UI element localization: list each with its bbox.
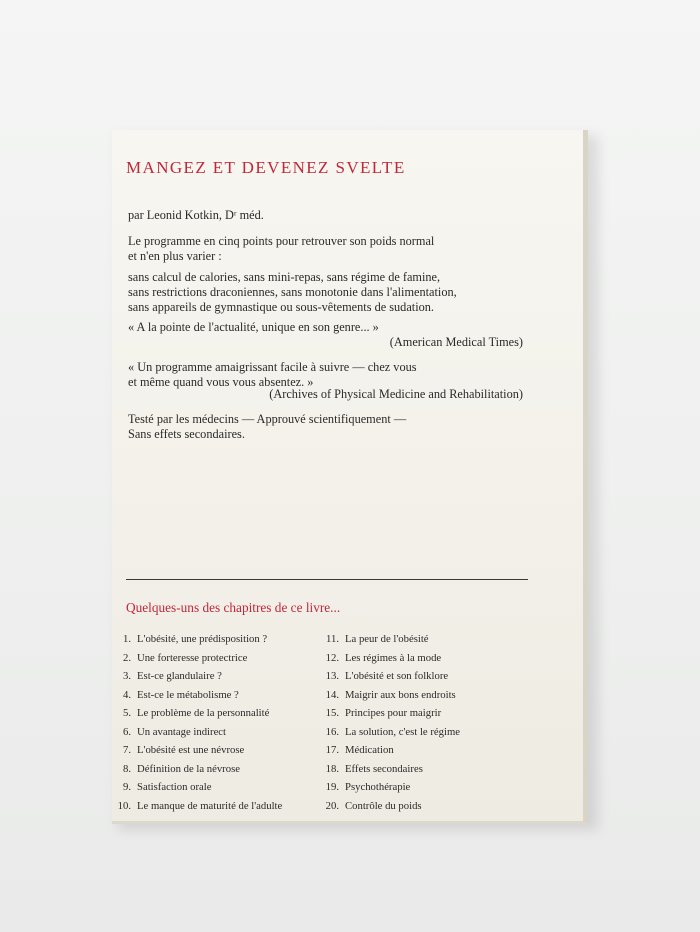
intro-line-2: et n'en plus varier :: [128, 249, 222, 263]
chapter-number: 3.: [122, 670, 131, 682]
tested-line-1: Testé par les médecins — Approuvé scientifiquement —: [128, 412, 407, 426]
chapter-item: [320, 667, 460, 686]
chapter-item: [320, 686, 460, 705]
chapter-number: 19.: [325, 781, 339, 793]
chapter-number: 4.: [122, 688, 131, 701]
chapter-number: 5.: [122, 707, 131, 719]
chapter-title: Une forteresse protectrice: [137, 651, 248, 664]
chapter-title: Principes pour maigrir: [345, 707, 442, 719]
chapter-item: [112, 778, 282, 797]
chapter-item: [320, 741, 460, 760]
chapter-title: Le problème de la personnalité: [137, 707, 270, 719]
chapter-item: [320, 704, 460, 723]
chapter-number: 20.: [325, 799, 339, 812]
chapter-title: La solution, c'est le régime: [345, 725, 461, 738]
chapter-number: 11.: [326, 633, 339, 645]
chapter-title: Contrôle du poids: [345, 799, 422, 812]
chapter-title: Est-ce le métabolisme ?: [137, 688, 239, 701]
chapter-title: Maigrir aux bons endroits: [345, 688, 456, 701]
chapters-heading: Quelques-uns des chapitres de ce livre...: [126, 600, 341, 615]
divider-rule: [126, 579, 528, 580]
chapter-number: 7.: [122, 744, 131, 756]
features-line-1: sans calcul de calories, sans mini-repas, sans régime de famine,: [128, 270, 441, 284]
chapter-item: [112, 630, 282, 649]
chapter-number: 15.: [325, 707, 339, 719]
chapter-title: Psychothérapie: [345, 781, 411, 793]
chapter-item: [112, 741, 282, 760]
book-title: MANGEZ ET DEVENEZ SVELTE: [126, 158, 406, 177]
chapter-number: 17.: [325, 744, 339, 756]
chapter-item: [320, 778, 460, 797]
chapter-item: [112, 723, 282, 742]
chapter-number: 10.: [117, 799, 131, 812]
tested-line-2: Sans effets secondaires.: [128, 427, 245, 441]
chapter-number: 13.: [325, 670, 339, 682]
book-back-cover: [112, 130, 588, 824]
chapter-title: L'obésité et son folklore: [345, 670, 449, 682]
features-line-3: sans appareils de gymnastique ou sous-vêtements de sudation.: [128, 300, 434, 314]
chapter-title: Médication: [345, 744, 394, 756]
chapter-title: L'obésité est une névrose: [137, 744, 245, 756]
chapter-number: 16.: [325, 725, 339, 738]
chapter-title: L'obésité, une prédisposition ?: [137, 633, 268, 645]
chapter-number: 8.: [122, 762, 131, 775]
intro-line-1: Le programme en cinq points pour retrouver son poids normal: [128, 234, 435, 248]
quote-2-source: (Archives of Physical Medicine and Rehabilitation): [269, 387, 523, 401]
chapter-title: Un avantage indirect: [137, 725, 227, 738]
chapter-item: [112, 704, 282, 723]
chapter-item: [320, 723, 460, 742]
quote-1-text: « A la pointe de l'actualité, unique en son genre... »: [128, 320, 379, 334]
chapter-item: [112, 649, 282, 668]
chapter-title: La peur de l'obésité: [345, 633, 429, 645]
chapter-item: [112, 686, 282, 705]
quote-2-line-2: et même quand vous vous absentez. »: [128, 375, 314, 389]
chapter-item: [320, 630, 460, 649]
chapter-item: [320, 649, 460, 668]
chapter-item: [320, 760, 460, 779]
chapter-title: Les régimes à la mode: [345, 651, 442, 664]
chapter-item: [112, 797, 282, 816]
chapter-number: 6.: [122, 725, 131, 738]
author-line: par Leonid Kotkin, Dʳ méd.: [128, 208, 264, 222]
chapter-number: 12.: [325, 651, 339, 664]
chapter-title: Effets secondaires: [345, 762, 423, 775]
chapter-number: 14.: [325, 688, 339, 701]
chapters-list-left: [112, 630, 282, 815]
chapter-number: 1.: [122, 633, 131, 645]
chapter-number: 9.: [122, 781, 131, 793]
chapter-item: [112, 760, 282, 779]
chapter-title: Satisfaction orale: [137, 781, 212, 793]
chapter-title: Est-ce glandulaire ?: [137, 670, 222, 682]
quote-2-line-1: « Un programme amaigrissant facile à suivre — chez vous: [128, 360, 417, 374]
quote-1-source: (American Medical Times): [389, 335, 523, 349]
chapter-title: Le manque de maturité de l'adulte: [137, 799, 283, 812]
chapter-item: [320, 797, 460, 816]
chapter-title: Définition de la névrose: [137, 762, 240, 775]
chapters-list-right: [320, 630, 460, 815]
chapter-number: 18.: [325, 762, 339, 775]
features-line-2: sans restrictions draconiennes, sans monotonie dans l'alimentation,: [128, 285, 457, 299]
chapter-item: [112, 667, 282, 686]
chapter-number: 2.: [122, 651, 131, 664]
